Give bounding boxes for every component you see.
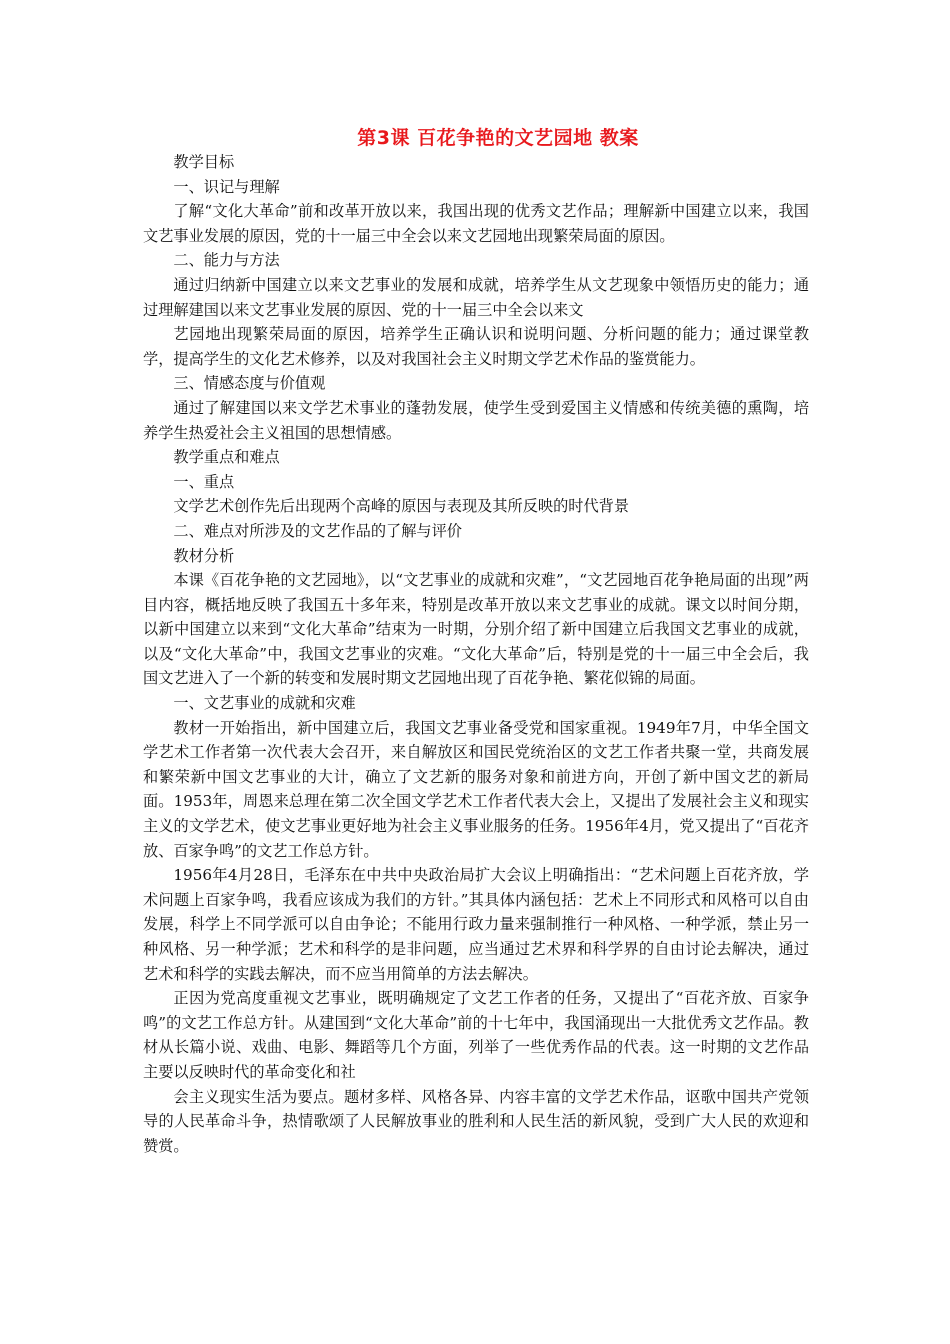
- paragraph: 正因为党高度重视文艺事业，既明确规定了文艺工作者的任务，又提出了“百花齐放、百家争鸣”的文艺工作总方针。从建国到“文化大革命”前的十七年中，我国涌现出一大批优秀文艺作品。教材从长篇小说、戏曲、电影、舞蹈等几个方面，列举了一些优秀作品的代表。这一时期的文艺作品主要以反映时代的革命变化和社: [143, 989, 809, 1081]
- subsection-heading: 二、能力与方法: [173, 251, 280, 270]
- section-heading: 教材分析: [173, 546, 235, 565]
- subsection-heading: 一、识记与理解: [173, 177, 280, 196]
- paragraph: 通过了解建国以来文学艺术事业的蓬勃发展，使学生受到爱国主义情感和传统美德的熏陶，培养学生热爱社会主义祖国的思想情感。: [143, 398, 809, 442]
- paragraph: 会主义现实生活为要点。题材多样、风格各异、内容丰富的文学艺术作品，讴歌中国共产党领导的人民革命斗争，热情歌颂了人民解放事业的胜利和人民生活的新风貌，受到广大人民的欢迎和赞赏。: [143, 1087, 809, 1155]
- document-body: [143, 150, 809, 1158]
- paragraph: 通过归纳新中国建立以来文艺事业的发展和成就，培养学生从文艺现象中领悟历史的能力；通过理解建国以来文艺事业发展的原因、党的十一届三中全会以来文: [143, 275, 809, 319]
- paragraph: 了解“文化大革命”前和改革开放以来，我国出现的优秀文艺作品；理解新中国建立以来，我国文艺事业发展的原因，党的十一届三中全会以来文艺园地出现繁荣局面的原因。: [143, 202, 809, 245]
- subsection-heading: 三、情感态度与价值观: [173, 374, 326, 393]
- paragraph: 本课《百花争艳的文艺园地》，以“文艺事业的成就和灾难”，“文艺园地百花争艳局面的出现”两目内容，概括地反映了我国五十多年来，特别是改革开放以来文艺事业的成就。课文以时间分期，以新中国建立以来到“文化大革命”结束为一时期，分别介绍了新中国建立后我国文艺事业的成就，以及“文化大革命”中，我国文艺事业的灾难。“文化大革命”后，特别是党的十一届三中全会后，我国文艺进入了一个新的转变和发展时期文艺园地出现了百花争艳、繁花似锦的局面。: [143, 571, 809, 688]
- paragraph: 1956年4月28日，毛泽东在中共中央政治局扩大会议上明确指出：“艺术问题上百花齐放，学术问题上百家争鸣，我看应该成为我们的方针。”其具体内涵包括：艺术上不同形式和风格可以自由发展，科学上不同学派可以自由争论；不能用行政力量来强制推行一种风格、一种学派，禁止另一种风格、另一种学派；艺术和科学的是非问题，应当通过艺术界和科学界的自由讨论去解决，通过艺术和科学的实践去解决，而不应当用简单的方法去解决。: [143, 866, 809, 983]
- document-title: 第3课 百花争艳的文艺园地 教案: [357, 127, 639, 149]
- subsection-heading: 二、难点对所涉及的文艺作品的了解与评价: [173, 521, 462, 540]
- paragraph: 艺园地出现繁荣局面的原因，培养学生正确认识和说明问题、分析问题的能力；通过课堂教学，提高学生的文化艺术修养，以及对我国社会主义时期文学艺术作品的鉴赏能力。: [143, 325, 809, 368]
- paragraph: 文学艺术创作先后出现两个高峰的原因与表现及其所反映的时代背景: [173, 497, 630, 516]
- section-heading: 教学目标: [173, 153, 235, 171]
- paragraph: 教材一开始指出，新中国建立后，我国文艺事业备受党和国家重视。1949年7月，中华全国文学艺术工作者第一次代表大会召开，来自解放区和国民党统治区的文艺工作者共聚一堂，共商发展和繁荣新中国文艺事业的大计，确立了文艺新的服务对象和前进方向，开创了新中国文艺的新局面。1953年，周恩来总理在第二次全国文学艺术工作者代表大会上，又提出了发展社会主义和现实主义的文学艺术，使文艺事业更好地为社会主义事业服务的任务。1956年4月，党又提出了“百花齐放、百家争鸣”的文艺工作总方针。: [143, 718, 809, 860]
- subsection-heading: 一、重点: [173, 472, 235, 491]
- section-heading: 教学重点和难点: [173, 448, 280, 467]
- subsection-heading: 一、文艺事业的成就和灾难: [173, 694, 356, 713]
